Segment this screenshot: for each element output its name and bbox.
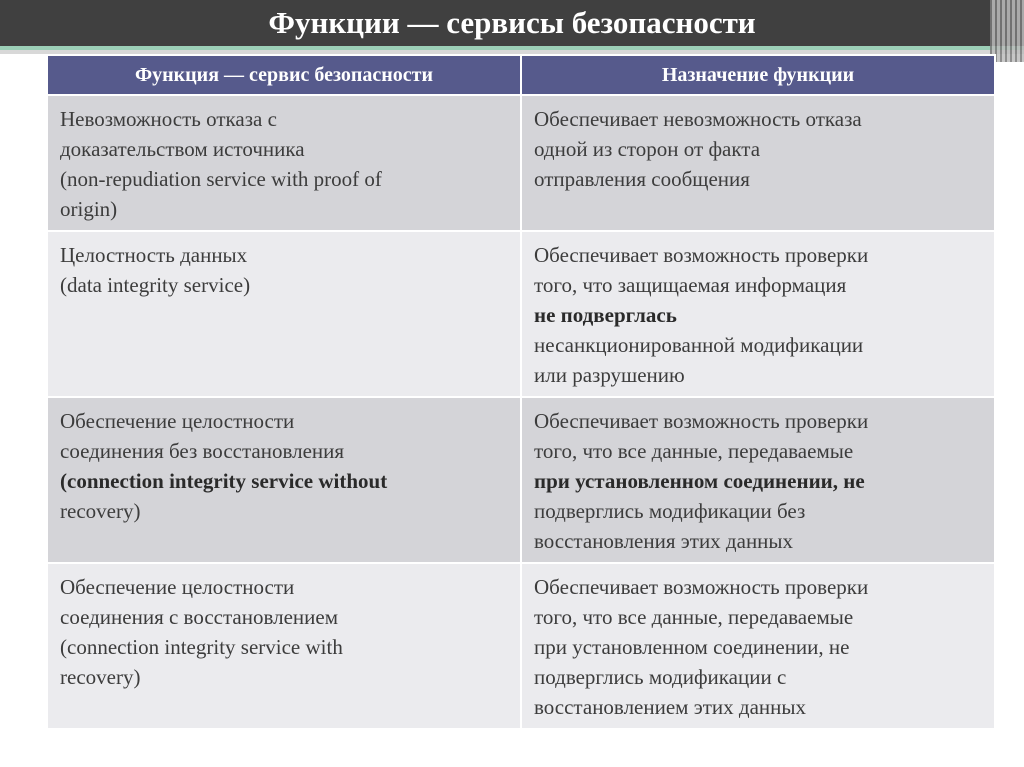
header-purpose: Назначение функции xyxy=(521,55,995,95)
cell-line: несанкционированной модификации xyxy=(534,333,864,357)
purpose-cell xyxy=(521,397,995,563)
cell-line: Обеспечение целостности xyxy=(60,575,295,599)
cell-line-bold: (connection integrity service without xyxy=(60,469,388,493)
cell-line: Целостность данных xyxy=(60,243,248,267)
cell-line: (data integrity service) xyxy=(60,273,251,297)
cell-line: origin) xyxy=(60,197,118,221)
cell-line: Обеспечивает возможность проверки xyxy=(534,575,869,599)
cell-line: recovery) xyxy=(60,499,141,523)
cell-line: одной из сторон от факта xyxy=(534,137,761,161)
cell-line: Обеспечивает возможность проверки xyxy=(534,243,869,267)
cell-line-bold: не подверглась xyxy=(534,303,677,327)
security-functions-table xyxy=(46,54,996,730)
cell-line: Невозможность отказа с xyxy=(60,107,277,131)
function-cell xyxy=(47,397,521,563)
cell-line-bold: при установленном соединении, не xyxy=(534,469,865,493)
function-cell xyxy=(47,231,521,397)
cell-line: или разрушению xyxy=(534,363,685,387)
slide-title: Функции — сервисы безопасности xyxy=(268,5,756,40)
cell-line: восстановлением этих данных xyxy=(534,695,806,719)
purpose-cell xyxy=(521,95,995,231)
function-cell xyxy=(47,95,521,231)
cell-line: подверглись модификации без xyxy=(534,499,806,523)
table-row xyxy=(47,231,995,397)
cell-line: того, что защищаемая информация xyxy=(534,273,847,297)
cell-line: соединения с восстановлением xyxy=(60,605,339,629)
cell-line: (non-repudiation service with proof of xyxy=(60,167,382,191)
cell-line: соединения без восстановления xyxy=(60,439,345,463)
cell-line: того, что все данные, передаваемые xyxy=(534,605,854,629)
cell-line: восстановления этих данных xyxy=(534,529,794,553)
cell-line: recovery) xyxy=(60,665,141,689)
cell-line: того, что все данные, передаваемые xyxy=(534,439,854,463)
table-row xyxy=(47,95,995,231)
table-row xyxy=(47,397,995,563)
function-cell xyxy=(47,563,521,729)
cell-line: Обеспечение целостности xyxy=(60,409,295,433)
cell-line: подверглись модификации с xyxy=(534,665,787,689)
table-header-row xyxy=(47,55,995,95)
cell-line: (connection integrity service with xyxy=(60,635,343,659)
cell-line: Обеспечивает возможность проверки xyxy=(534,409,869,433)
cell-line: отправления сообщения xyxy=(534,167,750,191)
cell-line: доказательством источника xyxy=(60,137,305,161)
header-function: Функция — сервис безопасности xyxy=(47,55,521,95)
cell-line: Обеспечивает невозможность отказа xyxy=(534,107,862,131)
table-row xyxy=(47,563,995,729)
purpose-cell xyxy=(521,563,995,729)
cell-line: при установленном соединении, не xyxy=(534,635,850,659)
purpose-cell xyxy=(521,231,995,397)
